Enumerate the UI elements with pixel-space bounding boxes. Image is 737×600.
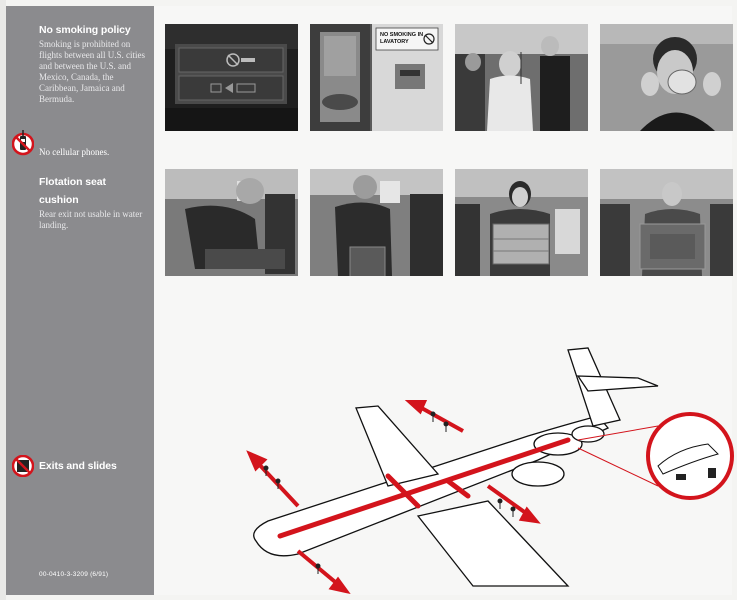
exits-title: Exits and slides — [39, 460, 117, 472]
flotation-title-line1: Flotation seat — [39, 176, 106, 188]
no-smoking-title: No smoking policy — [39, 24, 131, 36]
flotation-title-line2: cushion — [39, 194, 79, 206]
lavatory-no-smoking-photo — [310, 24, 443, 131]
lavatory-sign-text: NO SMOKING IN LAVATORY — [380, 32, 424, 45]
no-smoking-seat-sign-photo — [165, 24, 298, 131]
flotation-text: Rear exit not usable in water landing. — [39, 209, 143, 230]
illustration-area — [154, 6, 732, 595]
cushion-held-chest-photo — [455, 169, 588, 276]
cushion-straps-photo — [600, 169, 733, 276]
hold-seat-cushion-photo — [310, 169, 443, 276]
exit-slides-diagram — [238, 336, 737, 596]
flotation-title — [39, 173, 106, 209]
oxygen-mask-demo-photo — [455, 24, 588, 131]
info-sidebar — [6, 6, 154, 595]
exit-slide-icon — [12, 455, 34, 477]
rear-exit-magnifier — [648, 414, 732, 498]
wearing-oxygen-mask-photo — [600, 24, 733, 131]
document-code: 00-0410-3-3209 (6/91) — [39, 571, 109, 578]
remove-seat-cushion-photo — [165, 169, 298, 276]
no-phone-icon — [12, 130, 34, 152]
no-phones-text: No cellular phones. — [39, 147, 110, 157]
no-smoking-text: Smoking is prohibited on flights between all U.S. cities and between the U.S. and Mexico, Canada, the Caribbean, Jamaica and Bermuda. — [39, 39, 145, 104]
